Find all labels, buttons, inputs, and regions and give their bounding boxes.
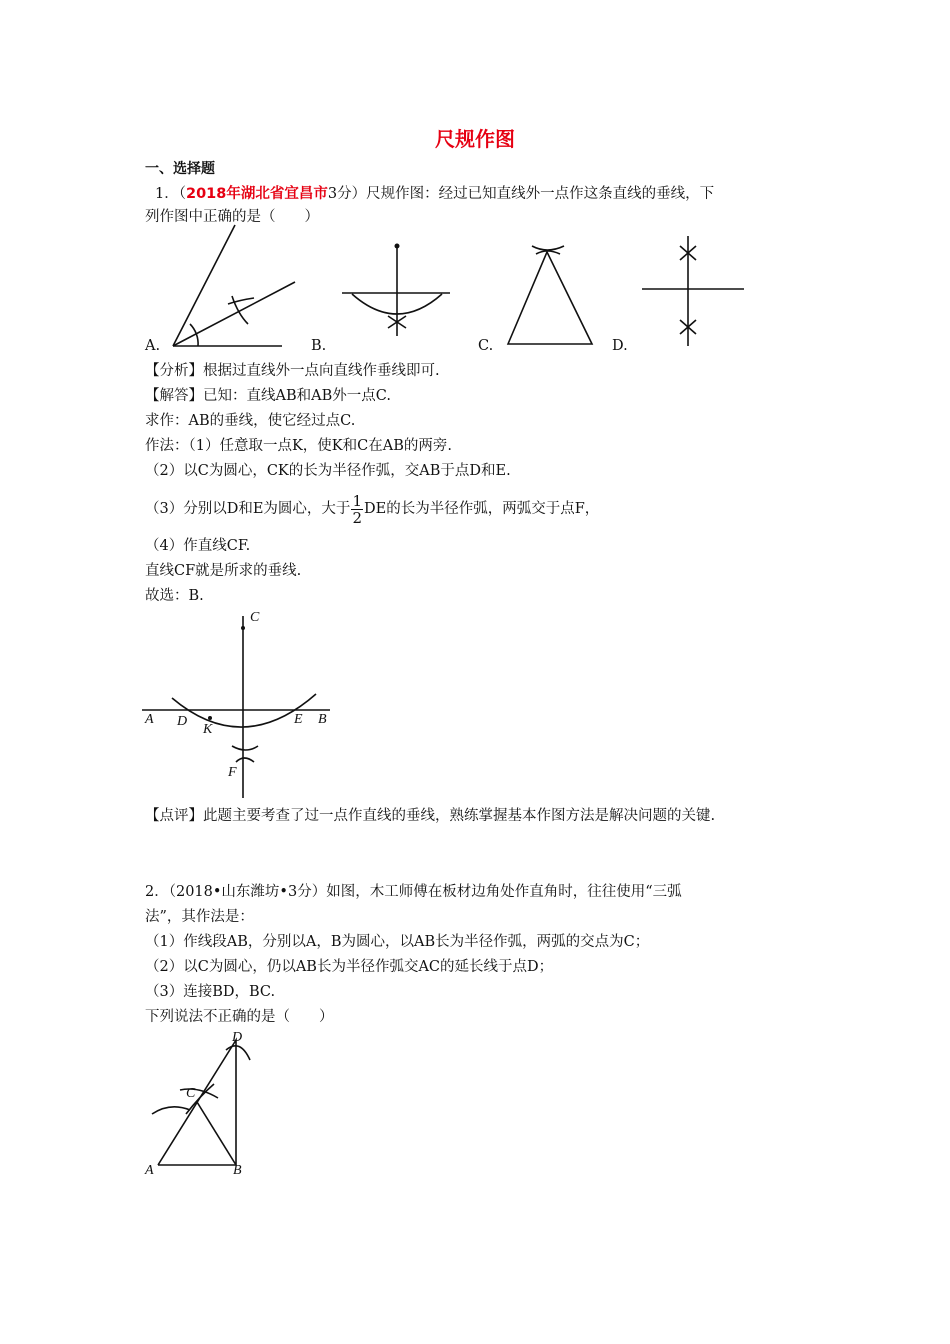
- option-d-label: D.: [612, 338, 628, 354]
- q1-number: 1．（: [155, 186, 186, 202]
- fig1-label-b: B: [318, 712, 327, 727]
- fig2-label-a: A: [145, 1163, 154, 1178]
- fig1-label-c: C: [250, 610, 260, 625]
- q1-construction-figure: [140, 608, 340, 803]
- section-heading: 一、选择题: [145, 161, 215, 177]
- fig2-label-d: D: [232, 1030, 243, 1045]
- q1-line1-rest: 3分）尺规作图：经过已知直线外一点作这条直线的垂线，下: [327, 186, 715, 202]
- fig1-label-e: E: [294, 712, 303, 727]
- q2-step2: （2）以C为圆心，仍以AB长为半径作弧交AC的延长线于点D；: [145, 959, 554, 975]
- fraction-numerator: 1: [352, 491, 362, 510]
- fig1-label-d: D: [177, 714, 188, 729]
- q2-ask: 下列说法不正确的是（ ）: [145, 1009, 334, 1025]
- option-b-label: B.: [311, 338, 327, 354]
- q1-step2: （2）以C为圆心，CK的长为半径作弧，交AB于点D和E.: [145, 463, 511, 479]
- fig1-label-f: F: [228, 765, 237, 780]
- q1-step4: （4）作直线CF.: [145, 538, 251, 554]
- option-d-figure: [640, 234, 750, 348]
- option-c-label: C.: [478, 338, 494, 354]
- fig2-label-c: C: [186, 1086, 196, 1101]
- option-c-figure: [502, 240, 597, 348]
- q1-answer: 故选：B.: [145, 588, 204, 604]
- q2-line1: 2．（2018•山东潍坊•3分）如图，木工师傅在板材边角处作直角时，往往使用“三弧: [145, 884, 682, 900]
- q1-line2: 列作图中正确的是（ ）: [145, 209, 319, 225]
- option-a-label: A.: [145, 338, 161, 354]
- q1-find: 求作：AB的垂线，使它经过点C.: [145, 413, 356, 429]
- q1-solution: 【解答】已知：直线AB和AB外一点C.: [145, 388, 391, 404]
- q2-step3: （3）连接BD，BC.: [145, 984, 276, 1000]
- q2-three-arc-figure: [140, 1030, 270, 1180]
- page-title: 尺规作图: [435, 127, 515, 151]
- q1-step3-start: （3）分别以D和E为圆心，大于: [145, 501, 351, 517]
- q1-step1: 作法：（1）任意取一点K，使K和C在AB的两旁.: [145, 438, 452, 454]
- fig2-label-b: B: [233, 1163, 242, 1178]
- fig1-label-a: A: [145, 712, 154, 727]
- fig1-label-k: K: [203, 722, 213, 737]
- q1-line1: [155, 184, 714, 204]
- q1-step3-end: DE的长为半径作弧，两弧交于点F，: [363, 501, 600, 517]
- q1-step3: [145, 491, 599, 527]
- fraction: [351, 493, 363, 526]
- q1-source: 2018年湖北省宜昌市: [185, 186, 328, 202]
- q1-comment: 【点评】此题主要考查了过一点作直线的垂线，熟练掌握基本作图方法是解决问题的关键.: [145, 808, 716, 824]
- option-a-figure: [170, 220, 300, 350]
- option-b-figure: [340, 238, 455, 338]
- fraction-denominator: 2: [352, 508, 362, 527]
- q1-conclusion: 直线CF就是所求的垂线.: [145, 563, 302, 579]
- q2-line2: 法”，其作法是：: [145, 909, 254, 925]
- q2-step1: （1）作线段AB，分别以A，B为圆心，以AB长为半径作弧，两弧的交点为C；: [145, 934, 650, 950]
- q1-analysis: 【分析】根据过直线外一点向直线作垂线即可.: [145, 363, 440, 379]
